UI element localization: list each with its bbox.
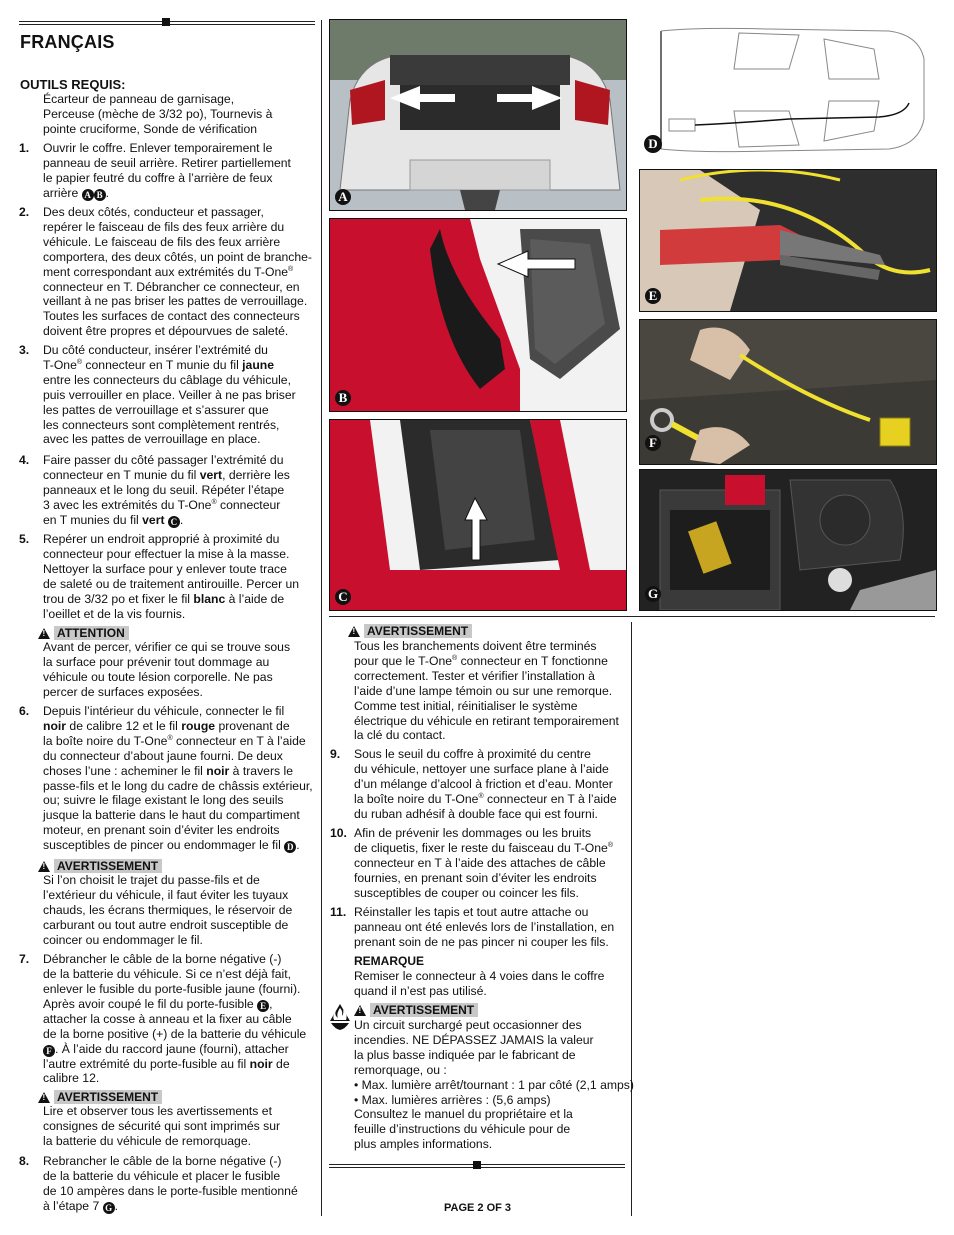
warning-text-2: Lire et observer tous les avertissements et consignes de sécurité qui sont imprimés sur la batterie du véhicule de remorquage.: [43, 1104, 281, 1148]
attention-text-1: Avant de percer, vérifier ce qui se trouve sous la surface pour prévenir tout dommage au véhicule ou toute lésion corporelle. Ne pas percer de surfaces exposées.: [43, 640, 291, 699]
photo-label-g: G: [645, 586, 661, 602]
warning-label-3: ! AVERTISSEMENT: [348, 624, 472, 638]
warning-text-1: Si l’on choisit le trajet du passe-fils et de l’extérieur du véhicule, il faut éviter les tuyaux chauds, les écrans thermiques, le réservoir de carburant ou tout autre endroit susceptible de coincer ou endommager le fil.: [43, 873, 293, 947]
photo-c-illustration: [330, 420, 626, 610]
badge-c: C: [168, 516, 180, 528]
photo-label-f: F: [645, 435, 661, 451]
bottom-marker: [473, 1161, 481, 1169]
badge-b: B: [94, 189, 106, 201]
photo-g-battery: [639, 469, 937, 611]
warning-triangle-icon: [348, 626, 360, 637]
attention-label-1: ! ATTENTION: [38, 626, 129, 640]
photo-label-b: B: [335, 390, 351, 406]
warning-text-4: Un circuit surchargé peut occasionner des incendies. NE DÉPASSEZ JAMAIS la valeur la plus basse indiquée par le fabricant de remorquage, ou : • Max. lumière arrêt/tournant : 1 par côté (2,1 amps) • Max. lumières arrières : (5,6 amps) Consultez le manuel du propriétaire et la feuille d’instructions du véhicule pour de plus amples informations.: [354, 1018, 634, 1152]
tools-heading: OUTILS REQUIS:: [20, 77, 126, 92]
photo-label-a: A: [335, 189, 351, 205]
warning-triangle-icon: [38, 1092, 50, 1103]
badge-a: A: [82, 189, 94, 201]
diagram-d-illustration: [639, 19, 935, 163]
photo-f-illustration: [640, 320, 936, 464]
diagram-d-wiring-route: [639, 19, 935, 163]
badge-d: D: [284, 841, 296, 853]
photo-b-illustration: [330, 219, 626, 411]
page-number: PAGE 2 OF 3: [444, 1202, 512, 1214]
photo-label-e: E: [645, 288, 661, 304]
photos-bottom-rule: [329, 616, 935, 617]
warning-label-2: ! AVERTISSEMENT: [38, 1090, 162, 1104]
tools-list: Écarteur de panneau de garnisage, Perceuse (mèche de 3/32 po), Tournevis à pointe cruciforme, Sonde de vérification: [43, 92, 273, 136]
column-divider-left: [321, 20, 322, 1216]
photo-a-trunk-rear: [329, 19, 627, 211]
photo-f-ring-terminal: [639, 319, 937, 465]
warning-label-1: ! AVERTISSEMENT: [38, 859, 162, 873]
photo-g-illustration: [640, 470, 936, 610]
warning-text-3: Tous les branchements doivent être terminés pour que le T-One® connecteur en T fonctionne correctement. Tester et vérifier l’installation à l’aide d’une lampe témoin ou sur une remorque. Comme test initial, réinitialiser le système électrique du véhicule en retirant temporairement la clé du contact.: [354, 639, 619, 743]
photo-e-illustration: [640, 170, 936, 311]
photo-label-d: D: [644, 135, 662, 153]
remarque-text: Remiser le connecteur à 4 voies dans le coffre quand il n’est pas utilisé.: [354, 969, 605, 998]
photo-a-illustration: [330, 20, 626, 210]
top-marker: [162, 18, 170, 26]
page-title: FRANÇAIS: [20, 32, 115, 52]
badge-e: E: [257, 1000, 269, 1012]
badge-g: G: [103, 1202, 115, 1214]
photo-label-c: C: [335, 589, 351, 605]
warning-triangle-icon: [38, 861, 50, 872]
fire-hazard-icon: [329, 1003, 351, 1031]
warning-label-4: ! AVERTISSEMENT: [354, 1003, 478, 1017]
photo-e-cutting-wire: [639, 169, 937, 312]
remarque-heading: REMARQUE: [354, 954, 425, 968]
warning-triangle-icon: [38, 628, 50, 639]
warning-triangle-icon: [354, 1005, 366, 1016]
photo-c-trunk-sill: [329, 419, 627, 611]
photo-b-trunk-side: [329, 218, 627, 412]
badge-f: F: [43, 1045, 55, 1057]
